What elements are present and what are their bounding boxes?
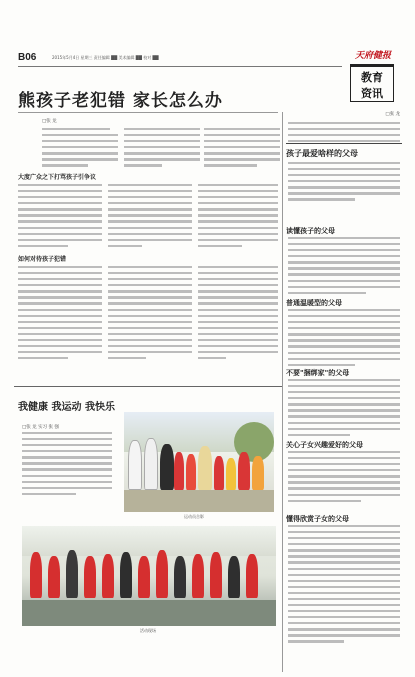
right-subhead-4: 关心子女兴趣爱好的父母 [286,441,363,449]
right-para-2 [288,309,400,370]
article-column-5 [108,184,192,251]
article-column-8 [108,266,192,363]
bottom-article-rule [14,386,282,387]
subhead-2: 如何对待孩子犯错 [18,256,67,263]
subhead-1: 大度广众之下打骂孩子引争议 [18,174,97,181]
right-subhead-3: 不要"捆绑家"的父母 [286,369,350,377]
right-subhead-5: 懂得欣赏子女的父母 [286,515,349,523]
right-byline-block [288,112,400,118]
right-headline: 孩子最爱啥样的父母 [286,149,358,158]
right-lead [288,162,400,205]
group-photo [124,412,274,512]
photo-caption-2: 活动现场 [140,628,156,633]
article-column-3 [204,128,280,171]
right-subhead-1: 读懂孩子的父母 [286,227,335,235]
article-column-1 [42,128,118,171]
article-column-6 [198,184,278,251]
right-para-3 [288,379,400,440]
page-number: B06 [18,52,37,63]
article-column-2 [124,128,200,171]
header-rule [18,66,342,67]
right-rule-top [286,143,402,144]
section-tag-line2: 资讯 [361,87,383,100]
section-tag [350,64,394,102]
header-meta: 2015年5月4日 星期三 责任编辑 ██ 美术编辑 ██ 校对 ██ [52,55,159,60]
column-divider [282,112,283,672]
right-byline: □张 龙 [385,112,400,117]
newspaper-logo: 天府健报 [354,51,391,61]
main-byline: □张 龙 [42,119,57,124]
article-column-4 [18,184,102,251]
photo-caption-1: 运动员合影 [184,514,204,519]
article-column-9 [198,266,278,363]
right-para-4 [288,451,400,506]
section-tag-line1: 教育 [361,71,383,84]
bottom-article-text [22,432,112,499]
page-title: 熊孩子老犯错 家长怎么办 [18,91,223,111]
right-subhead-2: 普通温暖型的父母 [286,299,342,307]
right-para-1 [288,237,400,298]
right-para-5 [288,525,400,647]
bottom-article-title: 我健康 我运动 我快乐 [18,402,115,413]
bottom-article-byline: □张 龙 实习 张 强 [22,425,59,430]
activity-photo [22,526,276,626]
article-column-7 [18,266,102,363]
title-rule [18,112,278,113]
